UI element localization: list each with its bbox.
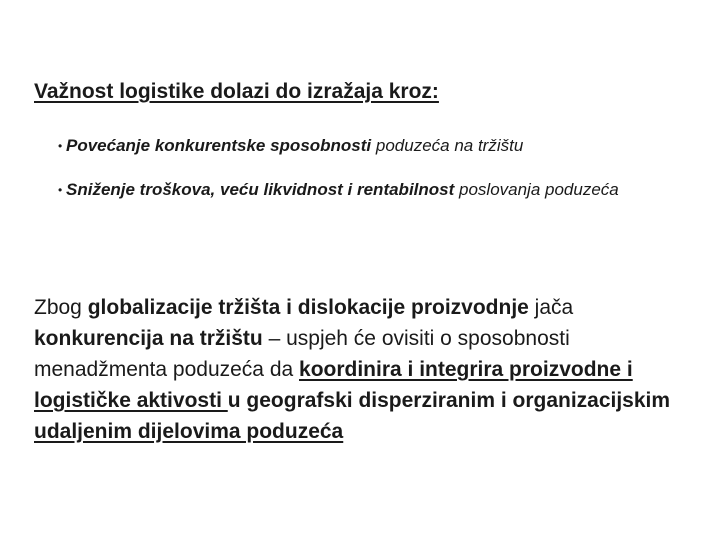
bullet-list bbox=[58, 135, 678, 223]
bullet-item bbox=[58, 135, 678, 157]
bullet-marker: • bbox=[58, 139, 63, 153]
bullet-item bbox=[58, 179, 678, 201]
bullet-text: poduzeća na tržištu bbox=[371, 136, 524, 155]
bullet-emphasis: Povećanje konkurentske sposobnosti bbox=[66, 136, 372, 155]
paragraph-text: Zbog bbox=[34, 296, 88, 319]
paragraph-emphasis: konkurencija na tržištu bbox=[34, 327, 263, 350]
slide-heading: Važnost logistike dolazi do izražaja kroz: bbox=[34, 80, 439, 103]
paragraph-text: – uspjeh će ovisiti o sposobnosti menadžmenta poduzeća da bbox=[34, 327, 570, 381]
paragraph-emphasis: globalizacije tržišta i dislokacije proizvodnje bbox=[87, 296, 529, 319]
bullet-text: poslovanja poduzeća bbox=[454, 180, 619, 199]
body-paragraph bbox=[34, 292, 684, 447]
bullet-marker: • bbox=[58, 183, 63, 197]
bullet-emphasis: Sniženje troškova, veću likvidnost i rentabilnost bbox=[66, 180, 455, 199]
paragraph-text: jača bbox=[528, 296, 574, 319]
paragraph-underlined-emphasis: udaljenim dijelovima poduzeća bbox=[34, 420, 344, 443]
paragraph-underlined-emphasis: koordinira i integrira proizvodne i logističke aktivosti bbox=[34, 358, 633, 412]
paragraph-emphasis: u geografski disperziranim i organizacijskim bbox=[227, 389, 671, 412]
